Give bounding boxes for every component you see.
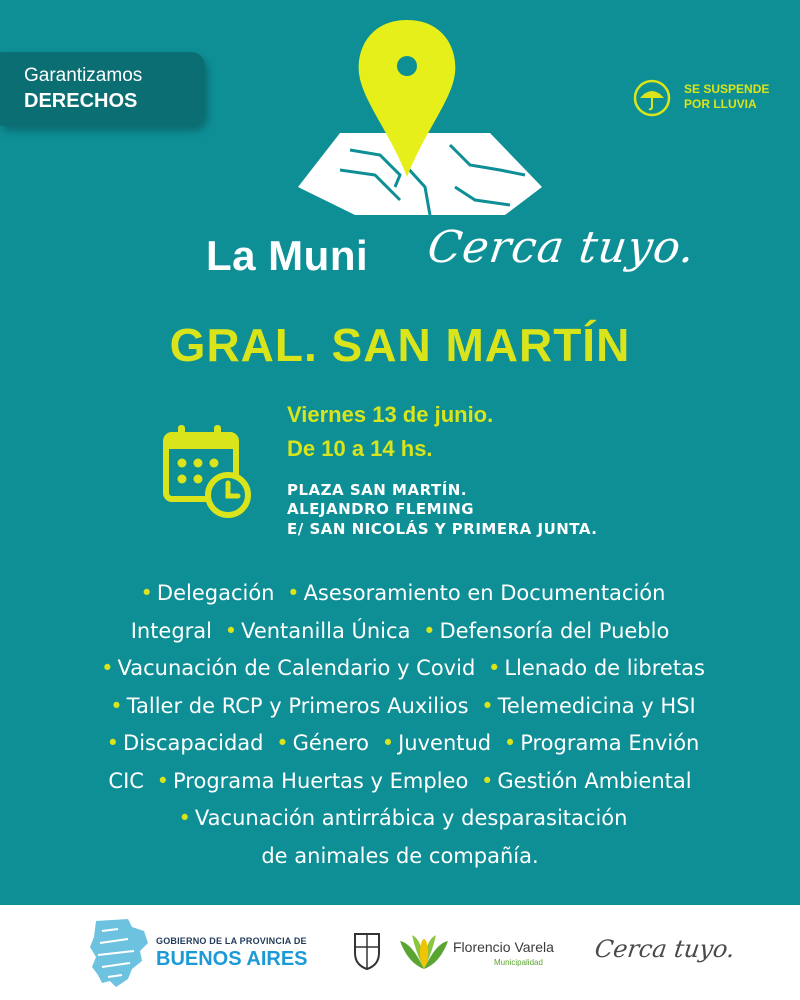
bullet-icon: • [381,731,395,755]
bullet-icon: • [487,656,501,680]
la-muni-title: La Muni [206,232,369,279]
services-line [20,838,780,876]
bullet-icon: • [156,768,170,793]
bullet-icon: • [106,731,120,755]
services-line [20,650,780,688]
service-item: Juventud [398,731,498,755]
rain-line2: POR LLUVIA [684,97,757,111]
footer-logos [0,905,800,1000]
garantizamos-derechos-tag [0,52,205,126]
bullet-icon: • [481,693,494,718]
florencio-varela-logo [398,931,450,973]
province-line2: BUENOS AIRES [156,948,308,970]
service-item: Vacunación antirrábica y desparasitación [194,806,628,830]
bullet-icon: • [480,768,494,793]
municipal-shield-icon [352,931,382,971]
service-item: Programa Envión [520,731,700,755]
service-item: Asesoramiento en Documentación [303,581,666,605]
service-item: Vacunación de Calendario y Covid [117,656,482,680]
bullet-icon: • [503,731,517,755]
services-line [20,800,780,838]
bullet-icon: • [110,693,123,718]
service-item: CIC [108,768,151,793]
map-pin-icon [280,15,550,220]
bullet-icon: • [101,656,114,680]
service-item: Integral [130,618,219,643]
bullet-icon: • [178,806,191,830]
service-item: de animales de compañía. [261,843,539,868]
bullet-icon: • [140,581,153,605]
municipality-name: Florencio Varela [453,939,554,955]
service-item: Discapacidad [123,731,271,755]
services-line [20,575,780,613]
address-line: PLAZA SAN MARTÍN. [287,481,468,499]
service-item: Llenado de libretas [504,656,705,680]
footer-slogan: Cerca tuyo. [593,935,737,963]
bullet-icon: • [423,618,436,643]
service-item: Ventanilla Única [241,618,418,643]
bullet-icon: • [276,731,289,755]
bullet-icon: • [287,581,300,605]
calendar-clock-icon [162,425,254,521]
location-name: GRAL. SAN MARTÍN [169,319,631,371]
service-item: Taller de RCP y Primeros Auxilios [126,693,476,718]
service-item: Delegación [156,581,282,605]
services-line [20,613,780,651]
municipality-sub: Municipalidad [494,958,543,967]
address-line: E/ SAN NICOLÁS Y PRIMERA JUNTA. [287,520,598,538]
tag-line2: DERECHOS [24,90,138,112]
services-list [20,575,780,875]
cerca-tuyo-script: Cerca tuyo. [424,222,699,273]
event-date: Viernes 13 de junio. [287,402,494,427]
event-time: De 10 a 14 hs. [287,436,433,461]
address-line: ALEJANDRO FLEMING [287,500,475,518]
service-item: Defensoría del Pueblo [439,618,670,643]
rain-notice [632,78,800,118]
services-line [20,763,780,801]
services-line [20,688,780,726]
service-item: Programa Huertas y Empleo [173,768,475,793]
bullet-icon: • [224,618,238,643]
tag-line1: Garantizamos [24,65,143,86]
service-item: Género [292,731,376,755]
service-item: Telemedicina y HSI [497,693,696,718]
services-line [20,725,780,763]
rain-line1: SE SUSPENDE [684,82,770,96]
umbrella-icon [632,78,672,118]
service-item: Gestión Ambiental [497,768,692,793]
province-line1: GOBIERNO DE LA PROVINCIA DE [156,936,307,946]
buenos-aires-province-logo [88,917,152,989]
